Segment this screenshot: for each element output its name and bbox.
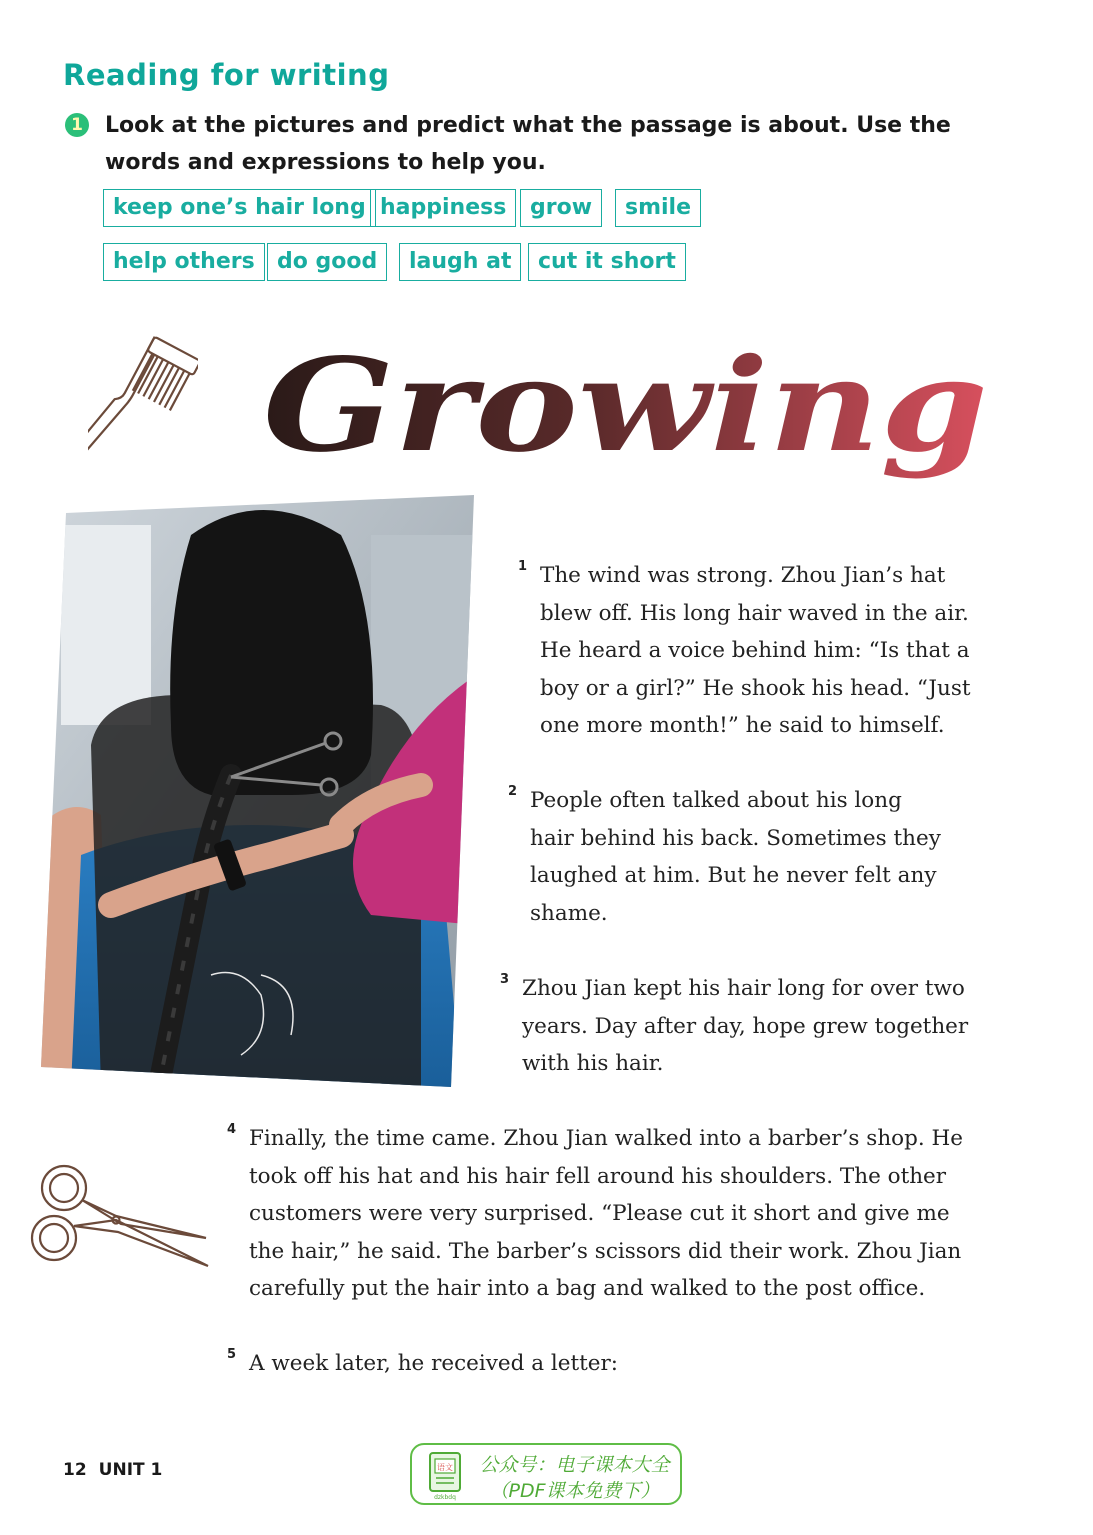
paragraph-line: boy or a girl?” He shook his head. “Just xyxy=(540,675,971,701)
paragraph-1 xyxy=(518,557,971,745)
paragraph-line: A week later, he received a letter: xyxy=(249,1351,619,1376)
instruction-line-1: Look at the pictures and predict what the passage is about. Use the xyxy=(105,113,951,138)
word-box: keep one’s hair long xyxy=(103,189,376,227)
page-number: 12 xyxy=(63,1460,87,1480)
paragraph-line: He heard a voice behind him: “Is that a xyxy=(540,638,970,663)
paragraph-line: hair behind his back. Sometimes they xyxy=(530,825,941,851)
story-title-text: Growing xyxy=(263,332,989,481)
word-box: smile xyxy=(615,189,701,227)
book-icon-caption: dzkbdq xyxy=(434,1494,456,1501)
paragraph-2 xyxy=(508,782,941,932)
paragraph-line: laughed at him. But he never felt any xyxy=(530,863,937,888)
paragraph-line: blew off. His long hair waved in the air. xyxy=(540,600,969,626)
unit-label: UNIT 1 xyxy=(98,1460,163,1480)
paragraph-line: customers were very surprised. “Please cut it short and give me xyxy=(249,1201,950,1226)
paragraph-number: 3 xyxy=(500,972,510,987)
barber-photo xyxy=(41,495,476,1087)
paragraph-number: 5 xyxy=(227,1347,237,1362)
word-box: happiness xyxy=(370,189,516,227)
watermark-line-1: 公众号：电子课本大全 xyxy=(479,1454,670,1476)
task-number-badge: 1 xyxy=(65,113,89,137)
paragraph-number: 1 xyxy=(518,559,528,574)
paragraph-line: with his hair. xyxy=(522,1051,664,1076)
paragraph-line: Finally, the time came. Zhou Jian walked into a barber’s shop. He xyxy=(249,1126,964,1151)
paragraph-5 xyxy=(227,1345,619,1383)
task-instruction xyxy=(105,107,965,181)
section-title: Reading for writing xyxy=(63,58,390,92)
paragraph-line: shame. xyxy=(530,900,608,926)
paragraph-line: People often talked about his long xyxy=(530,788,902,813)
word-box: laugh at xyxy=(399,243,521,281)
watermark-badge xyxy=(410,1443,682,1505)
paragraph-number: 4 xyxy=(227,1122,237,1137)
paragraph-line: carefully put the hair into a bag and walked to the post office. xyxy=(249,1276,926,1301)
paragraph-line: years. Day after day, hope grew together xyxy=(522,1013,969,1039)
book-icon-label: 语文 xyxy=(437,1463,453,1472)
scissors-icon xyxy=(26,1158,211,1273)
comb-icon xyxy=(88,332,198,492)
paragraph-3 xyxy=(500,970,969,1083)
story-title xyxy=(255,332,1000,482)
paragraph-line: one more month!” he said to himself. xyxy=(540,713,945,738)
word-box: cut it short xyxy=(528,243,686,281)
paragraph-4 xyxy=(227,1120,964,1308)
word-box: help others xyxy=(103,243,265,281)
word-box: grow xyxy=(520,189,602,227)
paragraph-number: 2 xyxy=(508,784,518,799)
instruction-line-2: words and expressions to help you. xyxy=(105,150,546,175)
paragraph-line: Zhou Jian kept his hair long for over two xyxy=(522,976,965,1001)
paragraph-line: took off his hat and his hair fell around his shoulders. The other xyxy=(249,1163,947,1189)
word-box: do good xyxy=(267,243,387,281)
paragraph-line: The wind was strong. Zhou Jian’s hat xyxy=(540,563,946,588)
page-footer xyxy=(63,1460,162,1480)
paragraph-line: the hair,” he said. The barber’s scissors did their work. Zhou Jian xyxy=(249,1238,962,1264)
watermark-line-2: （PDF课本免费下） xyxy=(489,1480,660,1502)
book-icon xyxy=(426,1451,466,1501)
